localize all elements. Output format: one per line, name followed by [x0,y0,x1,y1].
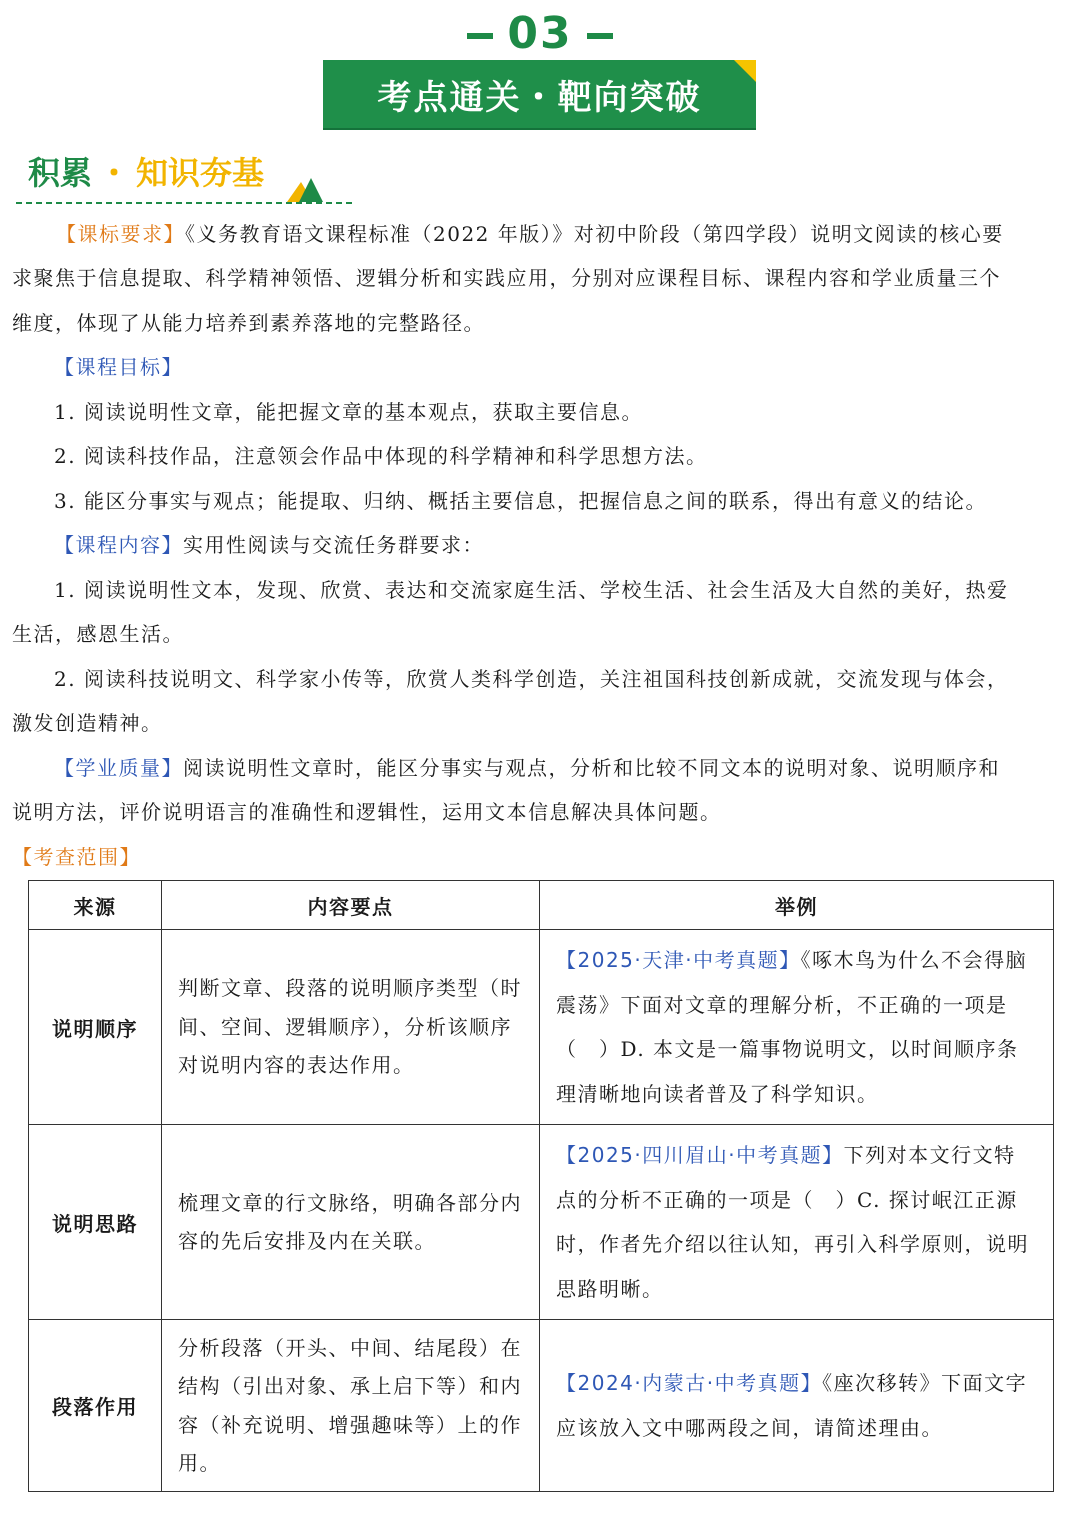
table-row [29,1320,1054,1492]
mountain-icon [287,176,323,202]
standard-text-line3: 维度，体现了从能力培养到素养落地的完整路径。 [12,311,485,335]
goals-heading [54,345,183,390]
table-row [29,930,1054,1125]
row-point: 分析段落（开头、中间、结尾段）在结构（引出对象、承上启下等）和内容（补充说明、增强趣味等）上的作用。 [162,1320,540,1492]
section-number [0,8,1080,59]
quality-text-line1: 阅读说明性文章时，能区分事实与观点，分析和比较不同文本的说明对象、说明顺序和 [183,756,1000,780]
row-point: 梳理文章的行文脉络，明确各部分内容的先后安排及内在关联。 [162,1125,540,1320]
scope-table [28,880,1054,1492]
content-item2-line1: 2. 阅读科技说明文、科学家小传等，欣赏人类科学创造，关注祖国科技创新成就，交流发现与体会， [54,667,1009,691]
content-heading [54,523,484,568]
quality-tag: 【学业质量】 [54,756,183,780]
goal-item: 3. 能区分事实与观点；能提取、归纳、概括主要信息，把握信息之间的联系，得出有意义的结论。 [54,489,987,513]
example-text: 下列对本文行文特点的分析不正确的一项是（ ）C. 探讨岷江正源时，作者先介绍以往认知，再引入科学原则，说明思路明晰。 [556,1143,1029,1301]
subheading-part2: 知识夯基 [136,154,265,192]
subheading-divider [16,202,352,204]
example-text: 《啄木鸟为什么不会得脑震荡》下面对文章的理解分析，不正确的一项是（ ）D. 本文是一篇事物说明文，以时间顺序条理清晰地向读者普及了科学知识。 [556,948,1028,1106]
goals-tag: 【课程目标】 [54,355,183,379]
subheading-part1: 积累 [28,154,93,192]
standard-text-line2: 求聚焦于信息提取、科学精神领悟、逻辑分析和实践应用，分别对应课程目标、课程内容和学业质量三个 [12,266,1001,290]
content-tag: 【课程内容】 [54,533,183,557]
subheading [28,148,264,194]
scope-tag: 【考查范围】 [12,845,141,869]
table-header-row [29,881,1054,930]
header-example: 举例 [540,881,1054,930]
section-banner [323,60,756,128]
content-item1-line2: 生活，感恩生活。 [12,622,184,646]
standard-text-line1: 《义务教育语文课程标准（2022 年版）》对初中阶段（第四学段）说明文阅读的核心要 [185,222,1004,246]
goal-item: 1. 阅读说明性文章，能把握文章的基本观点，获取主要信息。 [54,400,643,424]
banner-title: 考点通关・靶向突破 [377,77,702,118]
example-tag: 【2024·内蒙古·中考真题】 [556,1371,823,1395]
quality-text-line2: 说明方法，评价说明语言的准确性和逻辑性，运用文本信息解决具体问题。 [12,800,722,824]
example-tag: 【2025·天津·中考真题】 [556,948,801,972]
row-example [540,1125,1054,1320]
section-number-text: 03 [507,8,573,59]
content-item1-line1: 1. 阅读说明性文本，发现、欣赏、表达和交流家庭生活、学校生活、社会生活及大自然的美好，热爱 [54,578,1009,602]
row-example [540,1320,1054,1492]
subheading-dot: ・ [98,154,131,192]
right-dash [587,33,613,39]
row-source: 段落作用 [29,1320,162,1492]
header-source: 来源 [29,881,162,930]
scope-heading [12,835,1072,880]
table-row [29,1125,1054,1320]
left-dash [467,33,493,39]
row-example [540,930,1054,1125]
row-source: 说明顺序 [29,930,162,1125]
content-intro: 实用性阅读与交流任务群要求： [183,533,484,557]
header-point: 内容要点 [162,881,540,930]
goal-item: 2. 阅读科技作品，注意领会作品中体现的科学精神和科学思想方法。 [54,444,708,468]
standard-tag: 【课标要求】 [56,222,185,246]
example-tag: 【2025·四川眉山·中考真题】 [556,1143,844,1167]
standard-paragraph [12,212,1072,257]
example-text: 《座次移转》下面文字应该放入文中哪两段之间，请简述理由。 [556,1371,1028,1440]
row-source: 说明思路 [29,1125,162,1320]
quality-paragraph [54,746,1074,791]
row-point: 判断文章、段落的说明顺序类型（时间、空间、逻辑顺序），分析该顺序对说明内容的表达作用。 [162,930,540,1125]
content-item2-line2: 激发创造精神。 [12,711,163,735]
banner-corner-decoration [734,60,756,82]
